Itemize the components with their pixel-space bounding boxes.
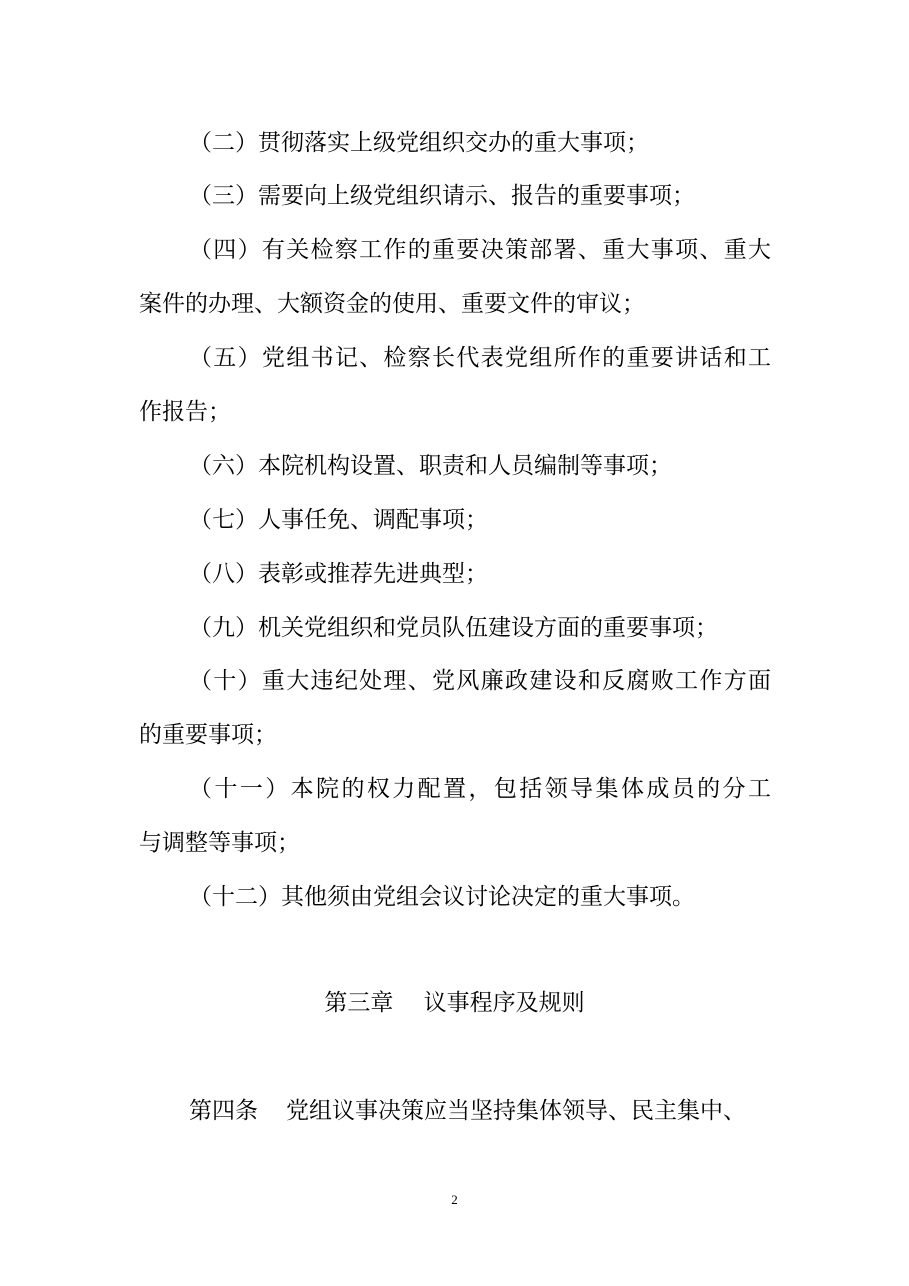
list-item-9: （九）机关党组织和党员队伍建设方面的重要事项； [189,615,718,641]
article-paragraph [0,1096,909,1126]
list-item-5: （五）党组书记、检察长代表党组所作的重要讲话和工 [189,345,771,371]
article-text: 党组议事决策应当坚持集体领导、民主集中、 [286,1098,746,1124]
list-item-11-continued: 与调整等事项； [139,830,300,856]
list-item-5-continued: 作报告； [139,399,231,425]
list-item-6: （六）本院机构设置、职责和人员编制等事项； [189,453,672,479]
list-item-10-continued: 的重要事项； [139,722,277,748]
list-item-11: （十一）本院的权力配置，包括领导集体成员的分工 [189,776,771,802]
page-number: 2 [451,1192,458,1207]
list-item-2: （二）贯彻落实上级党组织交办的重大事项； [189,130,649,156]
article-label: 第四条 [189,1098,258,1124]
list-item-4-continued: 案件的办理、大额资金的使用、重要文件的审议； [139,291,645,317]
list-item-12: （十二）其他须由党组会议讨论决定的重大事项。 [189,884,695,910]
list-item-10: （十）重大违纪处理、党风廉政建设和反腐败工作方面 [189,668,771,694]
list-item-4: （四）有关检察工作的重要决策部署、重大事项、重大 [189,237,771,263]
list-item-3: （三）需要向上级党组织请示、报告的重要事项； [189,183,695,209]
list-item-8: （八）表彰或推荐先进典型； [189,561,488,587]
list-item-7: （七）人事任免、调配事项； [189,507,488,533]
chapter-heading: 第三章 议事程序及规则 [324,990,585,1016]
